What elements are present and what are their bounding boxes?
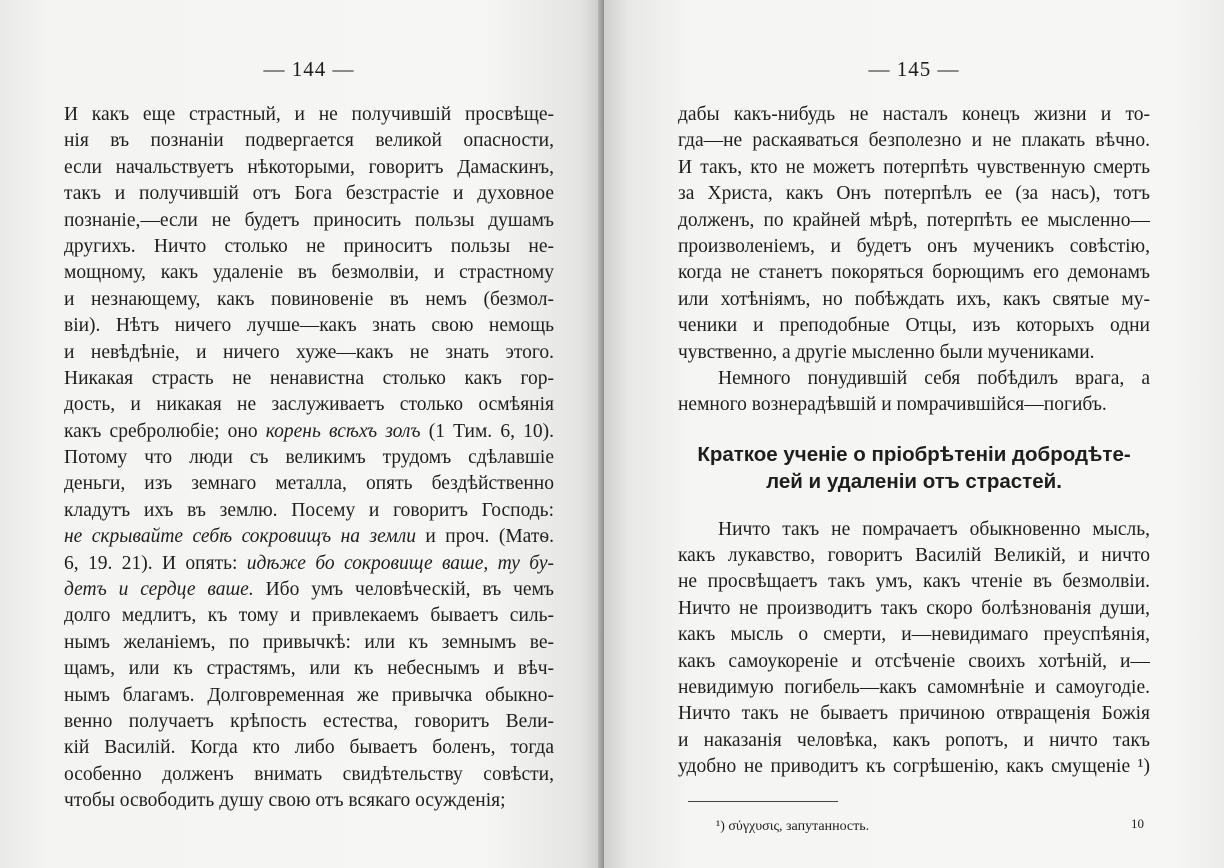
text-line: гда—не раскаяваться безполезно и не плакать вѣчно. — [678, 130, 1150, 152]
italic-quote: не скрывайте себѣ сокровищъ на земли — [64, 526, 416, 548]
text-line: особенно долженъ внимать свидѣтельству совѣсти, — [64, 763, 554, 785]
text-line: такъ и получившій отъ Бога безстрастіе и духовное — [64, 183, 554, 205]
text-line: если начальствуетъ нѣкоторыми, говоритъ Дамаскинъ, — [64, 156, 554, 178]
italic-quote: детъ и сердце ваше. — [64, 579, 254, 601]
text-line: 6, 19. 21). И опять: идѣже бо сокровище ваше, ту бу- — [64, 552, 554, 574]
text-line: дабы какъ-нибудь не насталъ конецъ жизни и то- — [678, 104, 1150, 125]
text-line: кій Василій. Когда кто либо бываетъ боленъ, тогда — [64, 737, 554, 759]
page-number-right: — 145 — — [868, 57, 960, 81]
text-line: и невѣдѣніе, и ничего хуже—какъ не знать этого. — [64, 341, 554, 363]
text-line: какъ самоукореніе и отсѣченіе своихъ хотѣній, и— — [678, 650, 1150, 672]
text-line: И какъ еще страстный, и не получившій просвѣще- — [64, 104, 554, 125]
text-line: познаніе,—если не будетъ приносить пользы душамъ — [64, 209, 554, 231]
text-line: нымъ благамъ. Долговременная же привычка обыкно- — [64, 684, 554, 706]
text-line: дость, и никакая не заслуживаетъ столько осмѣянія — [64, 394, 554, 416]
section-heading-line-1: Краткое ученіе о пріобрѣтеніи добродѣте- — [697, 442, 1131, 466]
text-line: произволеніемъ, и будетъ онъ мученикъ совѣстію, — [678, 235, 1150, 257]
text-line: и наказанія человѣка, какъ ропотъ, и ничто такъ — [678, 729, 1150, 751]
text-line: чтобы освободить душу свою отъ всякаго осужденія; — [64, 790, 506, 812]
text-line: не скрывайте себѣ сокровищъ на земли и проч. (Матѳ. — [64, 526, 554, 548]
right-page — [604, 0, 1224, 868]
text-line: немного вознерадѣвшій и помрачившійся—погибъ. — [678, 394, 1107, 416]
text-line: когда не станетъ покоряться борющимъ его демонамъ — [678, 262, 1150, 284]
text-line: деньги, изъ земнаго металла, опять бездѣйственно — [64, 473, 554, 495]
text-line: долженъ, по крайней мѣрѣ, потерпѣть ее мысленно— — [678, 209, 1150, 231]
text-line: щамъ, или къ страстямъ, или къ небеснымъ и вѣч- — [64, 658, 554, 680]
text-line: детъ и сердце ваше. Ибо умъ человѣческій, въ чемъ — [64, 579, 554, 601]
right-text-block-bottom — [678, 517, 1150, 781]
italic-quote: корень всѣхъ золъ — [265, 420, 421, 442]
text-line: невидимую погибель—какъ самомнѣніе и самоугодіе. — [678, 677, 1150, 699]
text-line: Никакая страсть не ненавистна столько какъ гор- — [64, 367, 554, 389]
text-line: нымъ желаніемъ, по привычкѣ: или къ земнымъ ве- — [64, 631, 554, 653]
text-line: другихъ. Ничто столько не приноситъ пользы не- — [64, 235, 554, 257]
text-line: долго медлитъ, къ тому и привлекаемъ бываетъ силь- — [64, 605, 554, 627]
text-line: кладутъ ихъ въ землю. Посему и говоритъ Господь: — [64, 499, 554, 521]
right-text-block-top — [678, 102, 1150, 419]
text-line: не просвѣщаетъ такъ умъ, какъ чтеніе въ безмолвіи. — [678, 571, 1150, 593]
section-heading-line-2: лей и удаленіи отъ страстей. — [766, 469, 1062, 493]
text-line: мощному, какъ удаленіе въ безмолвіи, и страстному — [64, 262, 554, 284]
italic-quote: идѣже бо сокровище ваше, ту бу- — [246, 552, 554, 574]
text-line: Ничто такъ не бываетъ причиною отвращенія Божія — [678, 703, 1150, 725]
text-line: нія въ познаніи подвергается великой опасности, — [64, 130, 554, 152]
text-line: какъ сребролюбіе; оно корень всѣхъ золъ (1 Тим. 6, 10). — [64, 420, 554, 442]
text-line: и незнающему, какъ повиновеніе въ немъ (безмол- — [64, 288, 554, 310]
left-page — [0, 0, 604, 868]
text-line: удобно не приводитъ къ согрѣшенію, какъ смущеніе ¹) — [678, 756, 1150, 778]
text-line: венно получаетъ крѣпость естества, говоритъ Вели- — [64, 710, 554, 732]
text-line: віи). Нѣтъ ничего лучше—какъ знать свою немощь — [64, 315, 554, 337]
text-line: или хотѣніямъ, но побѣждать ихъ, какъ святые му- — [678, 288, 1150, 310]
text-line: ченики и преподобные Отцы, изъ которыхъ одни — [678, 315, 1150, 337]
footnote-rule — [688, 801, 838, 802]
page-number-left: — 144 — — [263, 57, 355, 81]
text-line: И такъ, кто не можетъ потерпѣть чувственную смерть — [678, 156, 1150, 178]
section-heading — [678, 441, 1150, 495]
left-text-block — [64, 102, 554, 815]
text-line: Немного понудившій себя побѣдилъ врага, а — [718, 367, 1150, 389]
text-line: какъ лукавство, говоритъ Василій Великій, и ничто — [678, 545, 1150, 567]
text-line: Потому что люди съ великимъ трудомъ сдѣлавшіе — [64, 447, 554, 469]
text-line: какъ мысль о смерти, и—невидимаго преуспѣянія, — [678, 624, 1150, 646]
printer-signature: 10 — [1131, 816, 1144, 831]
text-line: чувственно, а другіе мысленно были мучениками. — [678, 341, 1095, 363]
text-line: Ничто такъ не помрачаетъ обыкновенно мысль, — [718, 518, 1150, 540]
text-line: Ничто не производитъ такъ скоро болѣзнованія души, — [678, 597, 1150, 619]
text-line: за Христа, какъ Онъ потерпѣлъ ее (за насъ), тотъ — [678, 183, 1150, 205]
footnote: ¹) σύγχυσις, запутанность. — [716, 818, 870, 834]
